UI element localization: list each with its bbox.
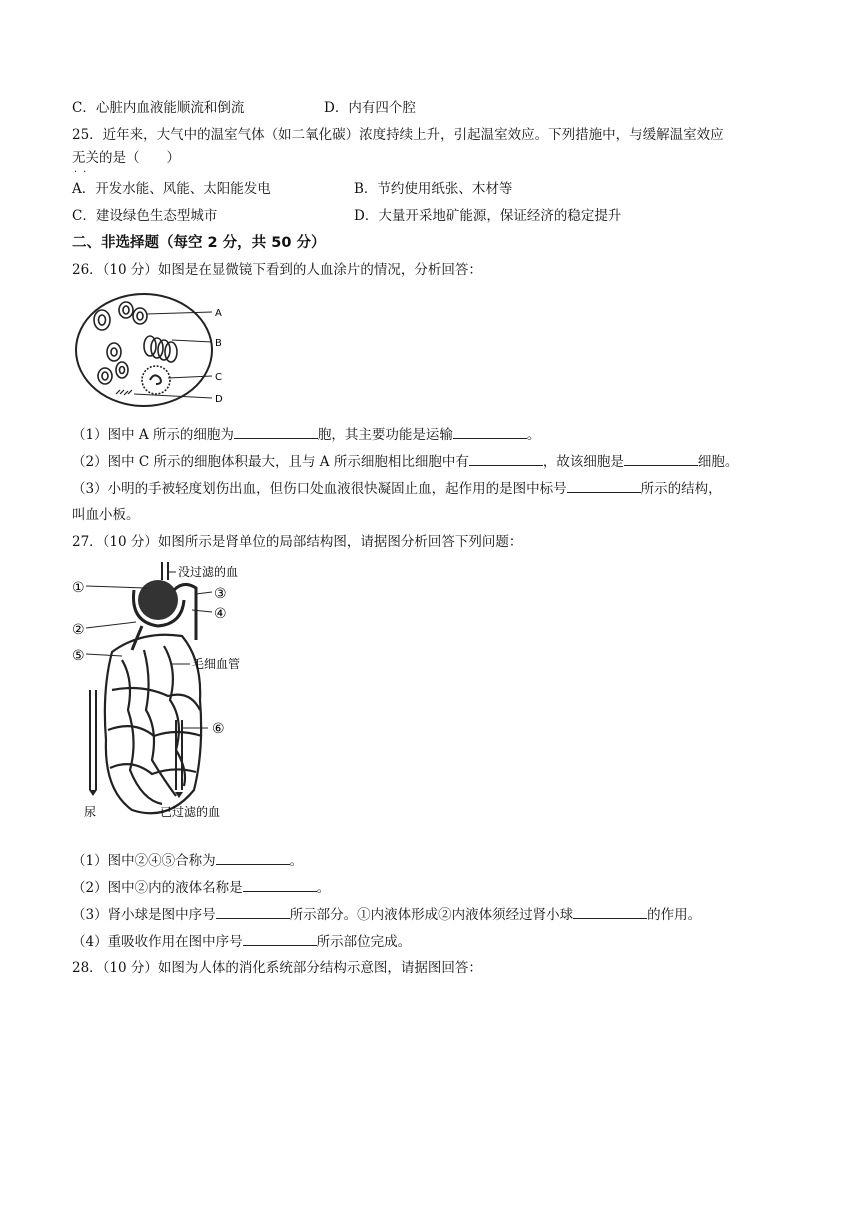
answer-blank[interactable] [234, 424, 318, 439]
q25-stem-line1: 25．近年来，大气中的温室气体（如二氧化碳）浓度持续上升，引起温室效应。下列措施中，与缓解温室效应 [72, 127, 724, 143]
answer-blank[interactable] [469, 451, 543, 466]
q24-option-c: C．心脏内血液能顺流和倒流 [72, 100, 245, 116]
q25-option-c: C．建设绿色生态型城市 [72, 208, 218, 224]
q25-option-a: A．开发水能、风能、太阳能发电 [72, 181, 271, 197]
q25-stem-line2: 无关的是（ ） [72, 150, 180, 166]
section-title: 二、非选择题（每空 2 分，共 50 分） [72, 235, 326, 251]
emphasis-dots: .. [74, 164, 93, 175]
q26-p3-text-b: 所示的结构， [640, 481, 722, 497]
smear-label-c: C [215, 372, 222, 383]
q25-option-d: D．大量开采地矿能源，保证经济的稳定提升 [354, 208, 622, 224]
q26-p2-text-a: （2）图中 C 所示的细胞体积最大，且与 A 所示细胞相比细胞中有 [72, 454, 469, 470]
q26-p1-text-a: （1）图中 A 所示的细胞为 [72, 427, 234, 443]
q27-p1-text-a: （1）图中②④⑤合称为 [72, 853, 216, 869]
q27-part2 [72, 877, 330, 898]
q26-p2-text-c: 细胞。 [697, 454, 739, 470]
q27-p4-text-b: 所示部位完成。 [316, 934, 412, 950]
q26-part3 [72, 478, 722, 499]
q26-p1-text-c: 。 [526, 427, 541, 443]
answer-blank[interactable] [573, 904, 647, 919]
answer-blank[interactable] [243, 931, 317, 946]
answer-blank[interactable] [243, 877, 317, 892]
nephron-label-4: ④ [214, 606, 227, 622]
q27-p3-text-a: （3）肾小球是图中序号 [72, 907, 216, 923]
q26-part3-cont: 叫血小板。 [72, 507, 140, 523]
answer-blank[interactable] [567, 478, 641, 493]
q27-p2-text-a: （2）图中②内的液体名称是 [72, 880, 243, 896]
q27-part3 [72, 904, 701, 925]
q28-stem: 28．（10 分）如图为人体的消化系统部分结构示意图，请据图回答： [72, 960, 482, 976]
q27-p3-text-b: 所示部分。①内液体形成②内液体须经过肾小球 [289, 907, 574, 923]
smear-label-a: A [215, 308, 222, 319]
nephron-label-1: ① [72, 580, 85, 596]
q27-p4-text-a: （4）重吸收作用在图中序号 [72, 934, 243, 950]
nephron-label-6: ⑥ [212, 721, 225, 737]
q26-p2-text-b: ，故该细胞是 [542, 454, 624, 470]
q26-stem: 26．（10 分）如图是在显微镜下看到的人血涂片的情况，分析回答： [72, 262, 482, 278]
answer-blank[interactable] [216, 904, 290, 919]
blood-smear-figure [72, 290, 242, 412]
answer-blank[interactable] [624, 451, 698, 466]
smear-label-d: D [215, 394, 223, 405]
q27-stem: 27．（10 分）如图所示是肾单位的局部结构图，请据图分析回答下列问题： [72, 534, 523, 550]
q26-p3-text-a: （3）小明的手被轻度划伤出血，但伤口处血液很快凝固止血，起作用的是图中标号 [72, 481, 567, 497]
q25-option-b: B．节约使用纸张、木材等 [354, 181, 513, 197]
filtered-blood-label: 已过滤的血 [160, 805, 221, 819]
q24-option-d: D．内有四个腔 [324, 100, 416, 116]
q27-p3-text-c: 的作用。 [647, 907, 702, 923]
capillary-label: 毛细血管 [192, 657, 241, 671]
q26-part2 [72, 451, 738, 472]
answer-blank[interactable] [216, 850, 290, 865]
q26-part1 [72, 424, 540, 445]
q27-p1-text-b: 。 [289, 853, 304, 869]
urine-label: 尿 [84, 805, 97, 819]
answer-blank[interactable] [453, 424, 527, 439]
q27-part1 [72, 850, 303, 871]
q26-p1-text-b: 胞，其主要功能是运输 [317, 427, 453, 443]
nephron-figure [72, 560, 262, 828]
unfiltered-blood-label: 没过滤的血 [178, 565, 239, 579]
q27-p2-text-b: 。 [316, 880, 331, 896]
smear-label-b: B [215, 338, 222, 349]
nephron-label-2: ② [72, 622, 85, 638]
nephron-label-3: ③ [214, 586, 227, 602]
q27-part4 [72, 931, 411, 952]
nephron-label-5: ⑤ [72, 648, 85, 664]
